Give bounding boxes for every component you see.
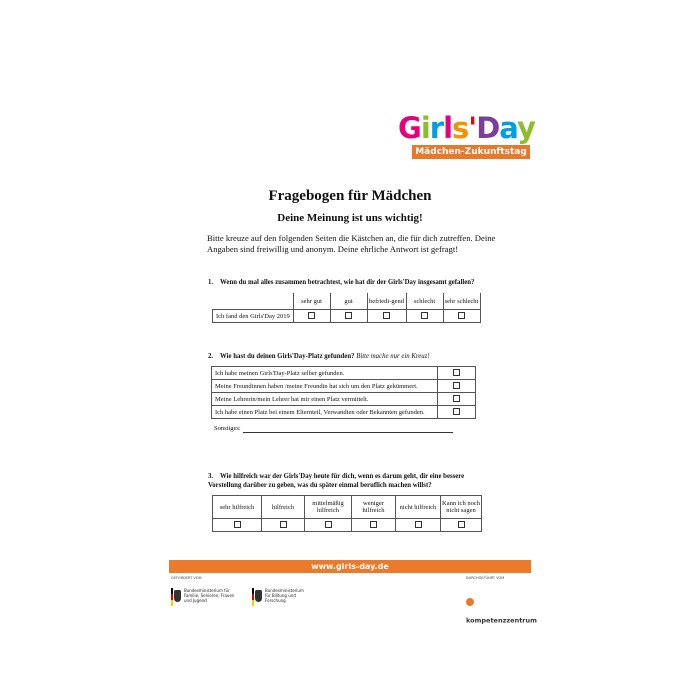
q3-option-header: sehr hilfreich — [213, 496, 262, 519]
ministry-2-logo — [252, 588, 312, 607]
federal-eagle-icon — [171, 588, 181, 606]
question-3-text: Wie hilfreich war der Girls'Day heute für dich, wenn es darum geht, dir eine bessere Vorstellung darüber zu geben, was du später einmal beruflich machen willst? — [208, 473, 465, 489]
question-2-hint: Bitte mache nur ein Kreuz! — [356, 353, 430, 360]
question-3-number: 3. — [208, 473, 214, 480]
question-1-title — [208, 279, 508, 286]
ministry-1-name: Bundesministerium für Familie, Senioren, Frauen und Jugend — [184, 588, 235, 603]
q1-checkbox[interactable] — [421, 312, 428, 319]
page-subtitle: Deine Meinung ist uns wichtig! — [277, 212, 423, 224]
q3-option-header: mittelmäßig hilfreich — [305, 496, 352, 519]
ministry-2-name: Bundesministerium für Bildung und Forschung — [265, 588, 304, 603]
ministry-1-logo — [171, 588, 246, 607]
q2-checkbox[interactable] — [453, 382, 460, 389]
question-2-table — [211, 366, 476, 419]
conducted-by-label: DURCHGEFÜHRT VOM — [466, 576, 505, 580]
girls-day-logo — [398, 111, 535, 161]
q1-checkbox[interactable] — [458, 312, 465, 319]
q3-checkbox[interactable] — [415, 521, 422, 528]
funded-by-label: GEFÖRDERT VOM — [171, 576, 202, 580]
q1-checkbox[interactable] — [383, 312, 390, 319]
q3-checkbox[interactable] — [370, 521, 377, 528]
q2-option-label: Meine Lehrerin/mein Lehrer hat mir einen Platz vermittelt. — [212, 393, 438, 406]
intro-text: Bitte kreuze auf den folgenden Seiten die Kästchen an, die für dich zutreffen. Deine Angaben sind freiwillig und anonym. Deine ehrliche Antwort ist gefragt! — [207, 233, 496, 254]
q3-option-header: weniger hilfreich — [352, 496, 396, 519]
q3-option-header: Kann ich noch nicht sagen — [441, 496, 482, 519]
question-3-table — [212, 495, 482, 532]
question-2-number: 2. — [208, 353, 214, 360]
kompetenzzentrum-icon — [466, 598, 474, 606]
q1-option-header: schlecht — [406, 293, 443, 310]
footer-url-bar[interactable]: www.girls-day.de — [169, 560, 531, 573]
q2-checkbox[interactable] — [453, 369, 460, 376]
q2-other-label: Sonstiges: — [214, 425, 241, 432]
q2-checkbox[interactable] — [453, 395, 460, 402]
question-3-title — [208, 472, 493, 490]
kompetenzzentrum-logo — [466, 593, 537, 625]
q3-option-header: hilfreich — [262, 496, 305, 519]
question-1-number: 1. — [208, 279, 214, 286]
q2-option-label: Ich habe meinen Girls'Day-Platz selber gefunden. — [212, 367, 438, 380]
q2-checkbox[interactable] — [453, 408, 460, 415]
q3-checkbox[interactable] — [280, 521, 287, 528]
logo-wordmark: Girls'Day — [398, 111, 535, 145]
q2-other-input[interactable] — [243, 425, 453, 433]
q3-checkbox[interactable] — [234, 521, 241, 528]
q3-checkbox[interactable] — [325, 521, 332, 528]
question-2-text: Wie hast du deinen Girls'Day-Platz gefunden? — [220, 353, 355, 360]
q1-row-label: Ich fand den Girls'Day 2019 — [213, 310, 294, 323]
q3-checkbox[interactable] — [458, 521, 465, 528]
q1-option-header: befriedi-gend — [367, 293, 406, 310]
q1-checkbox[interactable] — [345, 312, 352, 319]
q1-option-header: gut — [330, 293, 367, 310]
question-1-text: Wenn du mal alles zusammen betrachtest, wie hat dir der Girls'Day insgesamt gefallen? — [220, 279, 475, 286]
page-title: Fragebogen für Mädchen — [268, 188, 432, 204]
federal-eagle-icon — [252, 588, 262, 606]
q3-option-header: nicht hilfreich — [396, 496, 441, 519]
q2-option-label: Ich habe einen Platz bei einem Elternteil, Verwandten oder Bekannten gefunden. — [212, 406, 438, 419]
kompetenzzentrum-name: kompetenzzentrum — [466, 616, 537, 625]
logo-tagline: Mädchen-Zukunftstag — [412, 145, 530, 159]
q2-option-label: Meine Freundinnen haben /meine Freundin hat sich um den Platz gekümmert. — [212, 380, 438, 393]
q1-option-header: sehr schlecht — [443, 293, 480, 310]
q1-checkbox[interactable] — [308, 312, 315, 319]
q1-option-header: sehr gut — [293, 293, 330, 310]
question-2-title — [208, 353, 508, 360]
q2-other-field — [214, 425, 453, 433]
question-1-table — [212, 293, 481, 323]
